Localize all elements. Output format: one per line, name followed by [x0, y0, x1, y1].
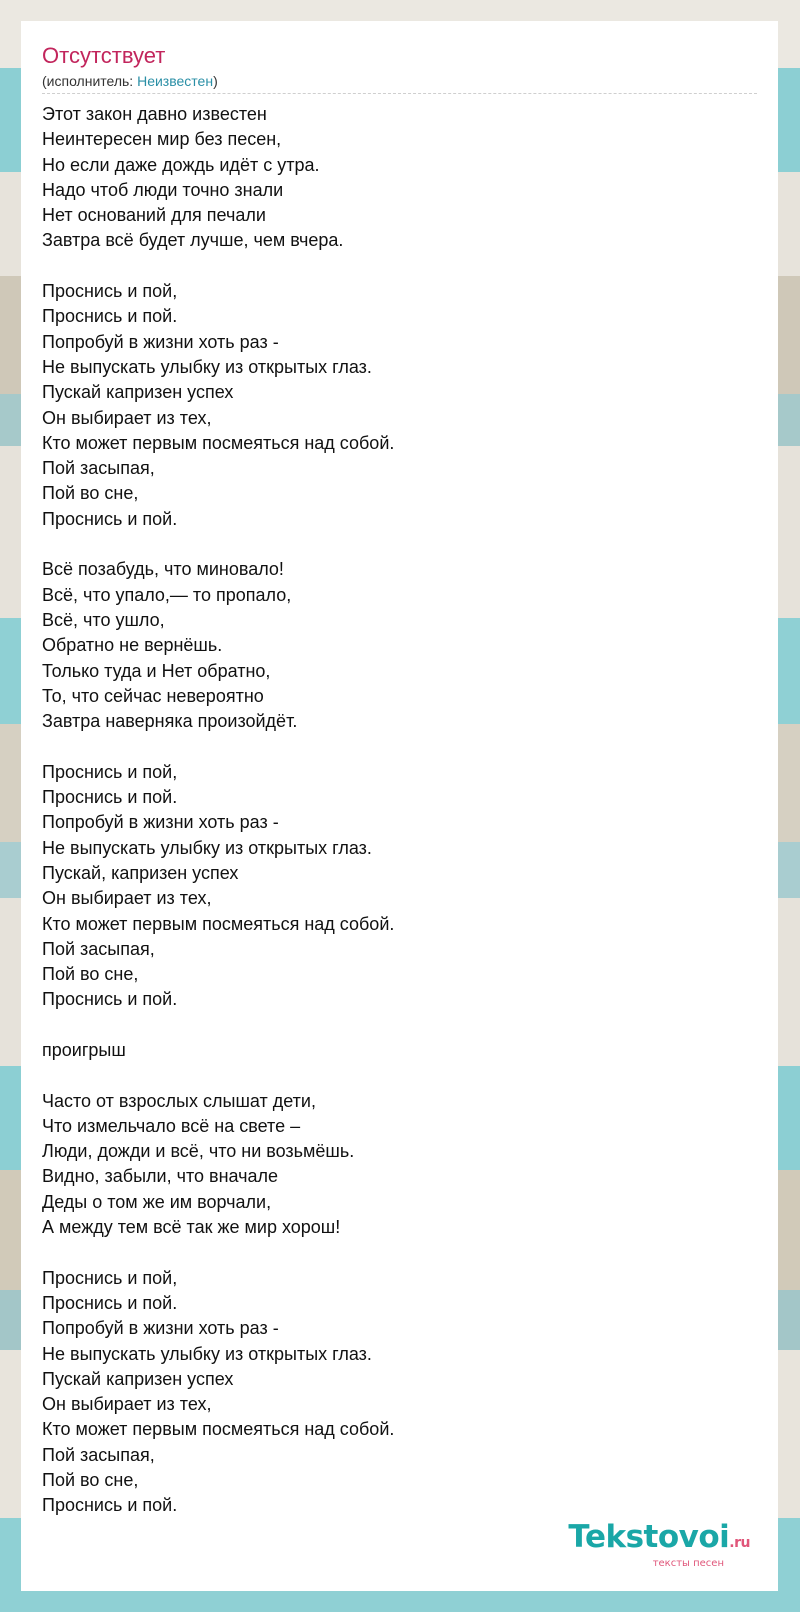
artist-line — [42, 72, 757, 90]
lyric-line: Обратно не вернёшь. — [42, 635, 223, 656]
logo-domain: .ru — [729, 1535, 750, 1551]
lyric-line: Пускай, капризен успех — [42, 862, 239, 883]
lyric-line: Но если даже дождь идёт с утра. — [42, 154, 320, 175]
logo-subtitle: тексты песен — [652, 1558, 724, 1569]
lyric-line: Пой засыпая, — [42, 1444, 155, 1465]
lyric-line: Не выпускать улыбку из открытых глаз. — [42, 356, 372, 377]
lyric-line: Проснись и пой, — [42, 761, 178, 782]
lyric-line: Пой во сне, — [42, 964, 139, 985]
stanza-gap — [42, 1240, 757, 1265]
lyric-line: Пой засыпая, — [42, 458, 155, 479]
lyric-line: Что измельчало всё на свете – — [42, 1115, 301, 1136]
lyric-line: Проснись и пой. — [42, 1292, 178, 1313]
lyric-line: Кто может первым посмеяться над собой. — [42, 913, 395, 934]
lyric-line: То, что сейчас невероятно — [42, 685, 264, 706]
lyric-line: Он выбирает из тех, — [42, 407, 212, 428]
lyric-line: А между тем всё так же мир хорош! — [42, 1217, 341, 1238]
lyric-line: Неинтересен мир без песен, — [42, 129, 282, 150]
lyric-line: проигрыш — [42, 1039, 126, 1060]
artist-prefix: (исполнитель: — [42, 73, 138, 89]
lyric-line: Всё, что ушло, — [42, 609, 165, 630]
lyric-line: Нет оснований для печали — [42, 205, 266, 226]
lyric-line: Проснись и пой. — [42, 306, 178, 327]
stanza-gap — [42, 1063, 757, 1088]
lyric-line: Кто может первым посмеяться над собой. — [42, 1419, 395, 1440]
lyric-line: Надо чтоб люди точно знали — [42, 179, 284, 200]
lyric-line: Пой во сне, — [42, 483, 139, 504]
lyric-line: Попробуй в жизни хоть раз - — [42, 812, 279, 833]
lyric-line: Проснись и пой, — [42, 1267, 178, 1288]
lyric-line: Проснись и пой. — [42, 508, 178, 529]
song-title: Отсутствует — [42, 43, 166, 68]
lyric-line: Этот закон давно известен — [42, 104, 267, 124]
lyric-line: Пой во сне, — [42, 1470, 139, 1491]
artist-link[interactable]: Неизвестен — [137, 73, 214, 89]
lyric-line: Люди, дожди и всё, что ни возьмёшь. — [42, 1141, 355, 1162]
lyric-line: Завтра всё будет лучше, чем вчера. — [42, 230, 344, 251]
lyric-line: Он выбирает из тех, — [42, 1394, 212, 1415]
lyric-line: Всё позабудь, что миновало! — [42, 559, 284, 580]
stanza-gap — [42, 532, 757, 557]
lyric-line: Пускай капризен успех — [42, 1368, 234, 1389]
song-header — [42, 43, 757, 94]
lyrics-text — [42, 102, 757, 1519]
lyric-line: Попробуй в жизни хоть раз - — [42, 1318, 279, 1339]
lyric-line: Проснись и пой. — [42, 1495, 178, 1516]
lyric-line: Попробуй в жизни хоть раз - — [42, 331, 279, 352]
lyric-line: Всё, что упало,— то пропало, — [42, 584, 292, 605]
artist-suffix: ) — [213, 73, 218, 89]
logo-wordmark — [568, 1521, 750, 1559]
lyric-line: Часто от взрослых слышат дети, — [42, 1090, 316, 1111]
lyric-line: Пускай капризен успех — [42, 382, 234, 403]
lyric-line: Не выпускать улыбку из открытых глаз. — [42, 837, 372, 858]
lyric-line: Деды о том же им ворчали, — [42, 1191, 272, 1212]
lyric-line: Кто может первым посмеяться над собой. — [42, 432, 395, 453]
stanza-gap — [42, 254, 757, 279]
stanza-gap — [42, 734, 757, 759]
lyrics-card — [21, 21, 778, 1591]
stanza-gap — [42, 1013, 757, 1038]
lyric-line: Только туда и Нет обратно, — [42, 660, 271, 681]
lyric-line: Пой засыпая, — [42, 938, 155, 959]
logo-main-text: Tekstovoi — [568, 1519, 730, 1555]
lyric-line: Проснись и пой. — [42, 989, 178, 1010]
header-divider — [42, 93, 757, 94]
lyric-line: Не выпускать улыбку из открытых глаз. — [42, 1343, 372, 1364]
lyric-line: Завтра наверняка произойдёт. — [42, 711, 298, 732]
site-logo[interactable] — [568, 1521, 750, 1569]
lyric-line: Видно, забыли, что вначале — [42, 1166, 279, 1187]
lyric-line: Он выбирает из тех, — [42, 888, 212, 909]
lyric-line: Проснись и пой. — [42, 787, 178, 808]
lyric-line: Проснись и пой, — [42, 281, 178, 302]
